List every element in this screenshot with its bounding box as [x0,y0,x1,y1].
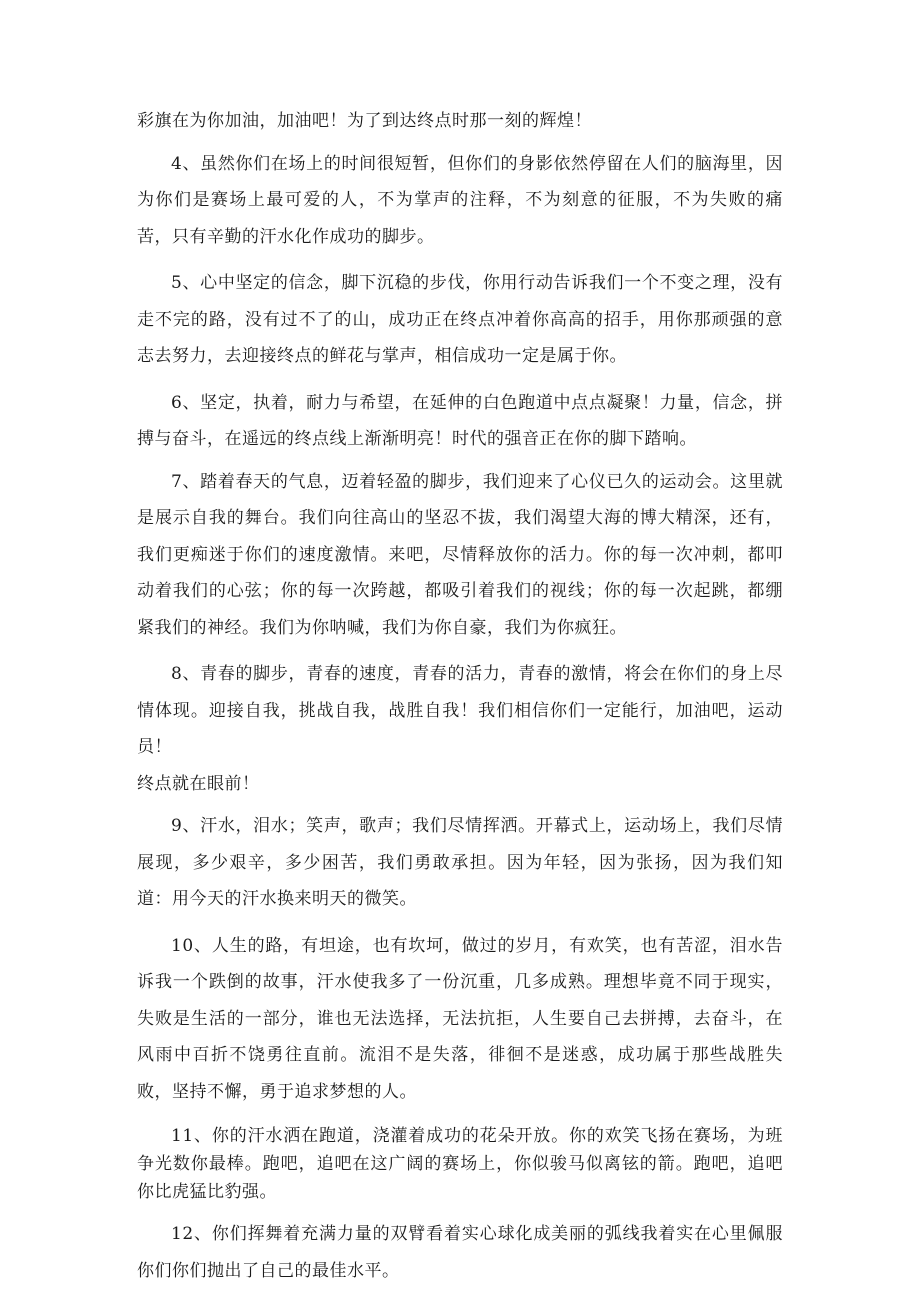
paragraph-10: 10、人生的路，有坦途，也有坎坷，做过的岁月，有欢笑，也有苦涩，泪水告诉我一个跌倒的故事，汗水使我多了一份沉重，几多成熟。理想毕竟不同于现实，失败是生活的一部分，谁也无法选择，无法抗拒，人生要自己去拼搏，去奋斗，在风雨中百折不饶勇往直前。流泪不是失落，徘徊不是迷惑，成功属于那些战胜失败，坚持不懈，勇于追求梦想的人。 [137,935,783,1102]
document-body [137,103,783,1289]
paragraph-4: 4、虽然你们在场上的时间很短暂，但你们的身影依然停留在人们的脑海里，因为你们是赛场上最可爱的人，不为掌声的注释，不为刻意的征服，不为失败的痛苦，只有辛勤的汗水化作成功的脚步。 [137,153,783,247]
paragraph-continuation: 彩旗在为你加油，加油吧！为了到达终点时那一刻的辉煌！ [137,111,592,131]
paragraph-5: 5、心中坚定的信念，脚下沉稳的步伐，你用行动告诉我们一个不变之理，没有走不完的路，没有过不了的山，成功正在终点冲着你高高的招手，用你那顽强的意志去努力，去迎接终点的鲜花与掌声，相信成功一定是属于你。 [137,273,783,366]
paragraph-8: 8、青春的脚步，青春的速度，青春的活力，青春的激情，将会在你们的身上尽情体现。迎接自我，挑战自我，战胜自我！我们相信你们一定能行，加油吧，运动员！ [137,664,783,757]
paragraph-12: 12、你们挥舞着充满力量的双臂看着实心球化成美丽的弧线我着实在心里佩服你们你们抛出了自己的最佳水平。 [137,1224,783,1281]
paragraph-11: 11、你的汗水洒在跑道，浇灌着成功的花朵开放。你的欢笑飞扬在赛场，为班争光数你最棒。跑吧，追吧在这广阔的赛场上，你似骏马似离铉的箭。跑吧，追吧你比虎猛比豹强。 [137,1126,783,1202]
paragraph-9: 9、汗水，泪水；笑声，歌声；我们尽情挥洒。开幕式上，运动场上，我们尽情展现，多少艰辛，多少困苦，我们勇敢承担。因为年轻，因为张扬，因为我们知道：用今天的汗水换来明天的微笑。 [137,816,783,909]
paragraph-8-tail: 终点就在眼前！ [137,773,260,794]
paragraph-7: 7、踏着春天的气息，迈着轻盈的脚步，我们迎来了心仪已久的运动会。这里就是展示自我的舞台。我们向往高山的坚忍不拔，我们渴望大海的博大精深，还有，我们更痴迷于你们的速度激情。来吧，尽情释放你的活力。你的每一次冲刺，都叩动着我们的心弦；你的每一次跨越，都吸引着我们的视线；你的每一次起跳，都绷紧我们的神经。我们为你呐喊，我们为你自豪，我们为你疯狂。 [137,471,783,638]
paragraph-6: 6、坚定，执着，耐力与希望，在延伸的白色跑道中点点凝聚！力量，信念，拼搏与奋斗，在遥远的终点线上渐渐明亮！时代的强音正在你的脚下踏响。 [137,392,783,449]
